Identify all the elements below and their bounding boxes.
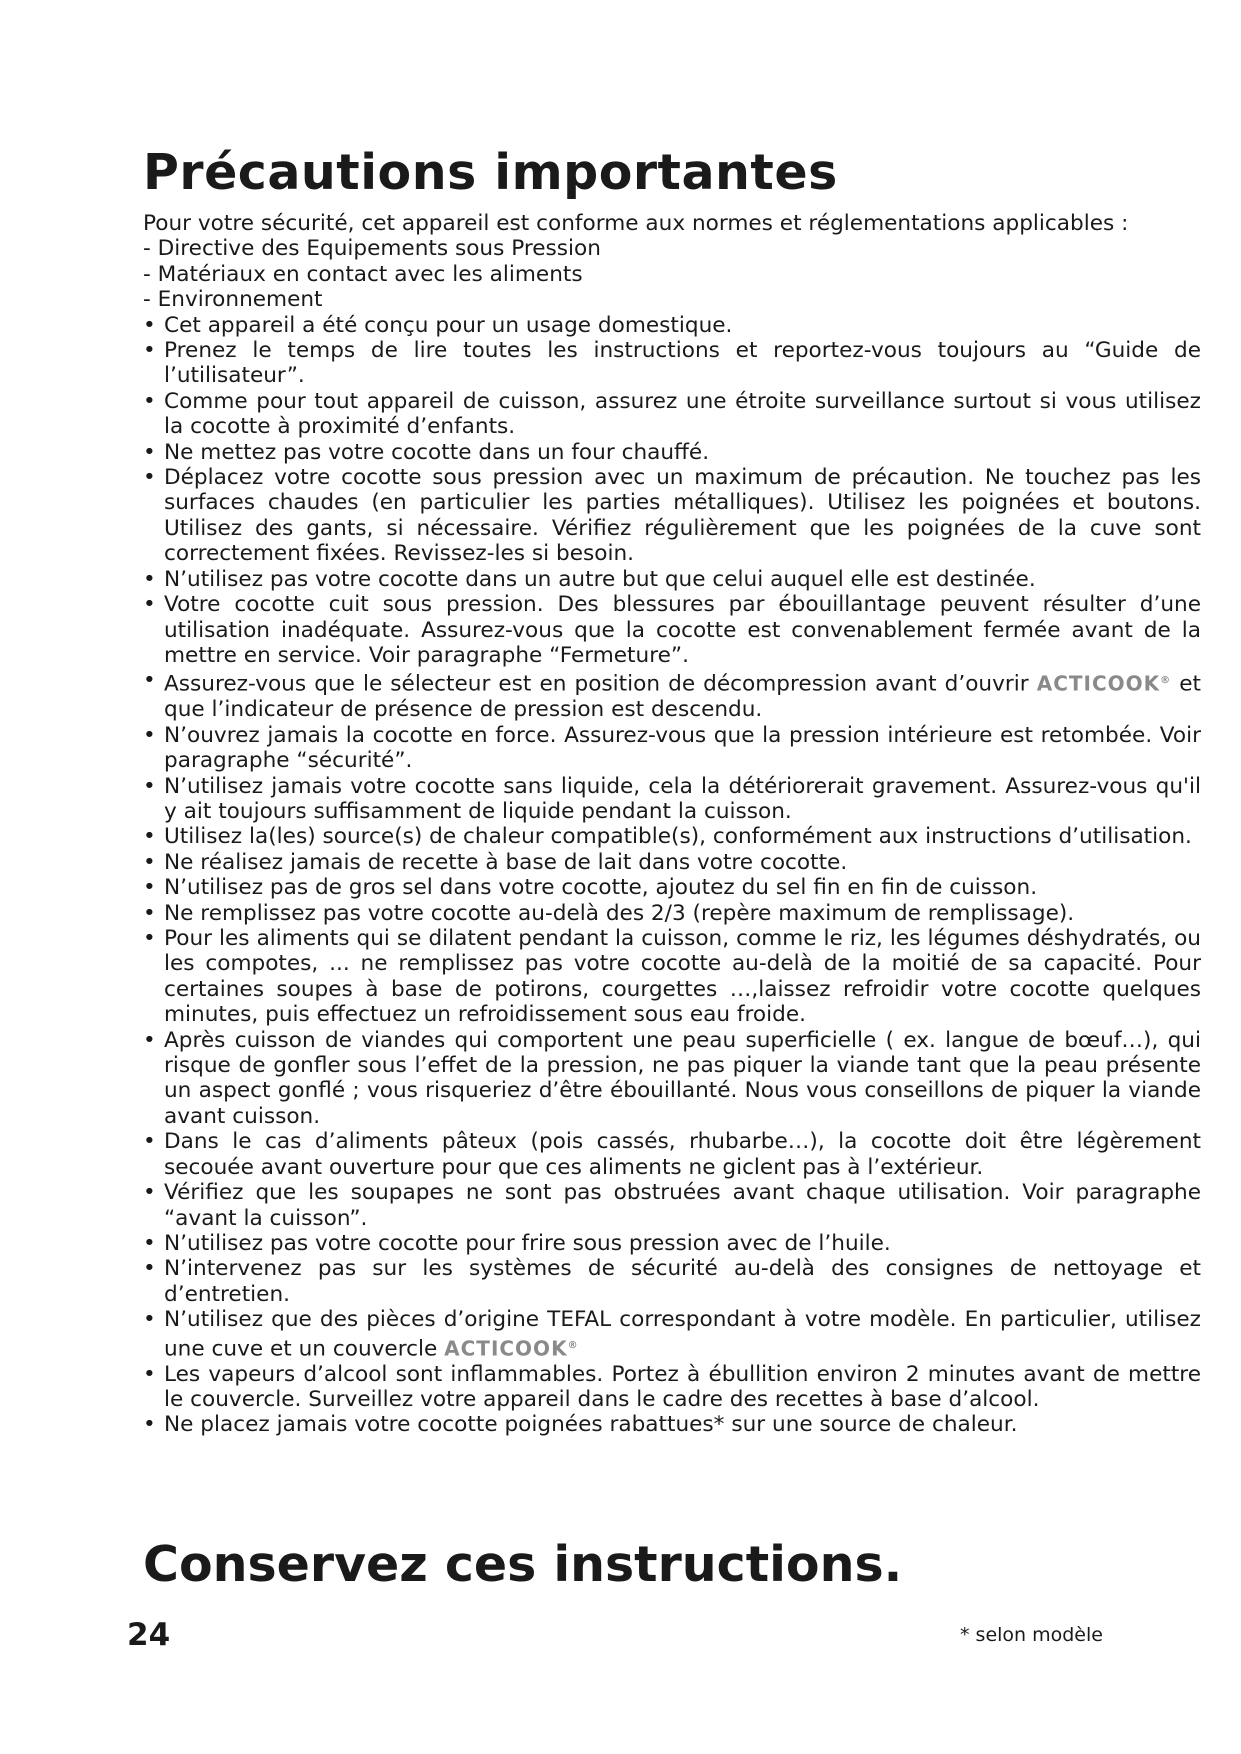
list-item: • N’utilisez que des pièces d’origine TEFAL correspondant à votre modèle. En particulier, utilisez une cuve et un couvercle ACTICOOK® [143, 1307, 1201, 1361]
list-item: • N’utilisez pas votre cocotte dans un autre but que celui auquel elle est destinée. [143, 567, 1201, 592]
list-item: • N’utilisez pas votre cocotte pour frire sous pression avec de l’huile. [143, 1231, 1201, 1256]
list-item: • Vérifiez que les soupapes ne sont pas obstruées avant chaque utilisation. Voir paragraphe “avant la cuisson”. [143, 1180, 1201, 1231]
page-title: Précautions importantes [143, 144, 838, 201]
list-item: • N’utilisez jamais votre cocotte sans liquide, cela la détériorerait gravement. Assurez-vous qu'il y ait toujours suffisamment de liquide pendant la cuisson. [143, 774, 1201, 825]
directive-line: - Matériaux en contact avec les aliments [143, 261, 583, 287]
footnote: * selon modèle [960, 1624, 1103, 1646]
document-body [143, 211, 1201, 1438]
list-item: • Après cuisson de viandes qui comportent une peau superficielle ( ex. langue de bœuf…), qui risque de gonfler sous l’effet de la pression, ne pas piquer la viande tant que la peau présente un aspect gonflé ; vous risqueriez d’être ébouillanté. Nous vous conseillons de piquer la viande avant cuisson. [143, 1028, 1201, 1130]
list-item: • Déplacez votre cocotte sous pression avec un maximum de précaution. Ne touchez pas les surfaces chaudes (en particulier les parties métalliques). Utilisez les poignées et boutons. Utilisez des gants, si nécessaire. Vérifiez régulièrement que les poignées de la cuve sont correctement fixées. Revissez-les si besoin. [143, 465, 1201, 567]
list-item: • N’intervenez pas sur les systèmes de sécurité au-delà des consignes de nettoyage et d’entretien. [143, 1256, 1201, 1307]
list-item: • N’ouvrez jamais la cocotte en force. Assurez-vous que la pression intérieure est retombée. Voir paragraphe “sécurité”. [143, 723, 1201, 774]
directive-line: - Environnement [143, 287, 323, 313]
acticook-logo: ACTICOOK® [444, 1336, 579, 1361]
precautions-list [143, 313, 1201, 1438]
list-item: • Ne mettez pas votre cocotte dans un four chauffé. [143, 440, 1201, 465]
list-item: • Assurez-vous que le sélecteur est en position de décompression avant d’ouvrir ACTICOOK® et que l’indicateur de présence de pression est descendu. [143, 668, 1201, 722]
list-item: • Ne remplissez pas votre cocotte au-delà des 2/3 (repère maximum de remplissage). [143, 901, 1201, 926]
list-item: • Ne réalisez jamais de recette à base de lait dans votre cocotte. [143, 850, 1201, 875]
page-number: 24 [127, 1617, 171, 1653]
list-item: • Dans le cas d’aliments pâteux (pois cassés, rhubarbe…), la cocotte doit être légèrement secouée avant ouverture pour que ces aliments ne giclent pas à l’extérieur. [143, 1129, 1201, 1180]
closing-title: Conservez ces instructions. [143, 1536, 903, 1593]
list-item: • Cet appareil a été conçu pour un usage domestique. [143, 313, 1201, 338]
list-item: • Votre cocotte cuit sous pression. Des blessures par ébouillantage peuvent résulter d’une utilisation inadéquate. Assurez-vous que la cocotte est convenablement fermée avant de la mettre en service. Voir paragraphe “Fermeture”. [143, 592, 1201, 668]
intro-text: Pour votre sécurité, cet appareil est conforme aux normes et réglementations applicables : [143, 211, 1129, 236]
list-item: • Les vapeurs d’alcool sont inflammables. Portez à ébullition environ 2 minutes avant de mettre le couvercle. Surveillez votre appareil dans le cadre des recettes à base d’alcool. [143, 1362, 1201, 1413]
list-item: • Utilisez la(les) source(s) de chaleur compatible(s), conformément aux instructions d’utilisation. [143, 824, 1201, 849]
directive-line: - Directive des Equipements sous Pression [143, 236, 601, 262]
acticook-logo: ACTICOOK® [1036, 671, 1172, 696]
list-item: • Pour les aliments qui se dilatent pendant la cuisson, comme le riz, les légumes déshydratés, ou les compotes, ... ne remplissez pas votre cocotte au-delà de la moitié de sa capacité. Pour certaines soupes à base de potirons, courgettes …,laissez refroidir votre cocotte quelques minutes, puis effectuez un refroidissement sous eau froide. [143, 926, 1201, 1028]
list-item: • Ne placez jamais votre cocotte poignées rabattues* sur une source de chaleur. [143, 1412, 1201, 1437]
list-item: • Prenez le temps de lire toutes les instructions et reportez-vous toujours au “Guide de l’utilisateur”. [143, 338, 1201, 389]
list-item: • Comme pour tout appareil de cuisson, assurez une étroite surveillance surtout si vous utilisez la cocotte à proximité d’enfants. [143, 389, 1201, 440]
list-item: • N’utilisez pas de gros sel dans votre cocotte, ajoutez du sel fin en fin de cuisson. [143, 875, 1201, 900]
